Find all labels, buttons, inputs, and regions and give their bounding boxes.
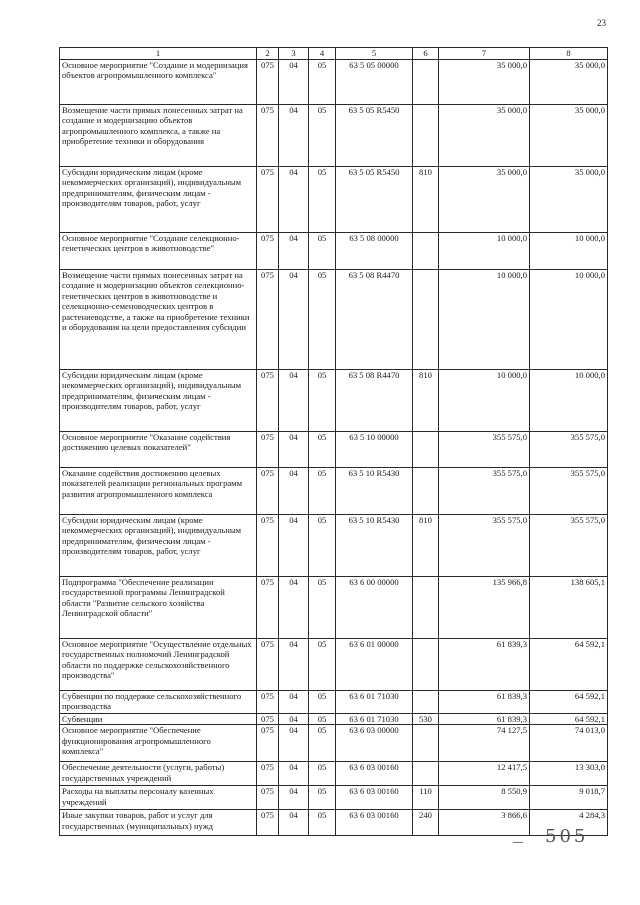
subsection-cell: 05 (309, 714, 336, 725)
column-header: 8 (530, 48, 608, 60)
section-cell: 04 (279, 810, 309, 836)
code-cell: 075 (257, 762, 279, 786)
expense-type-cell: 530 (413, 714, 439, 725)
row-name-cell: Оказание содействия достижению целевых показателей реализации региональных программ развития агропромышленного комплекса (60, 468, 257, 515)
code-cell: 075 (257, 786, 279, 810)
target-article-cell: 63 6 03 00000 (336, 725, 413, 762)
table-row (60, 714, 608, 725)
expense-type-cell: 810 (413, 167, 439, 233)
code-cell: 075 (257, 515, 279, 577)
table-row (60, 639, 608, 691)
expense-type-cell: 240 (413, 810, 439, 836)
table-row (60, 468, 608, 515)
amount-cell: 64 592,1 (530, 691, 608, 714)
table-body (60, 60, 608, 836)
code-cell: 075 (257, 639, 279, 691)
amount-cell: 61 839,3 (439, 691, 530, 714)
expense-type-cell (413, 468, 439, 515)
section-cell: 04 (279, 515, 309, 577)
table-row (60, 810, 608, 836)
subsection-cell: 05 (309, 468, 336, 515)
section-cell: 04 (279, 786, 309, 810)
budget-table (59, 47, 608, 836)
code-cell: 075 (257, 233, 279, 270)
subsection-cell: 05 (309, 60, 336, 105)
expense-type-cell (413, 725, 439, 762)
table-row (60, 725, 608, 762)
amount-cell: 61 839,3 (439, 714, 530, 725)
table-row (60, 370, 608, 432)
table-row (60, 577, 608, 639)
amount-cell: 355 575,0 (439, 515, 530, 577)
subsection-cell: 05 (309, 725, 336, 762)
amount-cell: 12 417,5 (439, 762, 530, 786)
target-article-cell: 63 5 05 00000 (336, 60, 413, 105)
target-article-cell: 63 6 01 71030 (336, 714, 413, 725)
target-article-cell: 63 6 01 00000 (336, 639, 413, 691)
section-cell: 04 (279, 105, 309, 167)
expense-type-cell (413, 233, 439, 270)
table-row (60, 105, 608, 167)
target-article-cell: 63 6 03 00160 (336, 786, 413, 810)
amount-cell: 355 575,0 (439, 432, 530, 468)
row-name-cell: Основное мероприятие "Создание селекционно-генетических центров в животноводстве" (60, 233, 257, 270)
target-article-cell: 63 5 08 R4470 (336, 270, 413, 370)
amount-cell: 10 000,0 (439, 270, 530, 370)
table-row (60, 167, 608, 233)
amount-cell: 35 000,0 (530, 60, 608, 105)
row-name-cell: Основное мероприятие "Осуществление отдельных государственных полномочий Ленинградской области по поддержке сельскохозяйственного производства" (60, 639, 257, 691)
target-article-cell: 63 5 10 00000 (336, 432, 413, 468)
expense-type-cell: 810 (413, 515, 439, 577)
table-row (60, 691, 608, 714)
row-name-cell: Основное мероприятие "Обеспечение функционирования агропромышленного комплекса" (60, 725, 257, 762)
amount-cell: 74 013,0 (530, 725, 608, 762)
amount-cell: 13 303,0 (530, 762, 608, 786)
sheet-stamp-number: 505 (545, 826, 589, 847)
section-cell: 04 (279, 691, 309, 714)
code-cell: 075 (257, 714, 279, 725)
row-name-cell: Субвенции (60, 714, 257, 725)
table-header-row (60, 48, 608, 60)
amount-cell: 3 866,6 (439, 810, 530, 836)
code-cell: 075 (257, 370, 279, 432)
amount-cell: 355 575,0 (439, 468, 530, 515)
column-header: 6 (413, 48, 439, 60)
code-cell: 075 (257, 468, 279, 515)
expense-type-cell (413, 762, 439, 786)
code-cell: 075 (257, 810, 279, 836)
target-article-cell: 63 5 08 R4470 (336, 370, 413, 432)
column-header: 3 (279, 48, 309, 60)
row-name-cell: Подпрограмма "Обеспечение реализации государственной программы Ленинградской области "Развитие сельского хозяйства Ленинградской области" (60, 577, 257, 639)
amount-cell: 61 839,3 (439, 639, 530, 691)
column-header: 2 (257, 48, 279, 60)
target-article-cell: 63 5 10 R5430 (336, 468, 413, 515)
row-name-cell: Субсидии юридическим лицам (кроме некоммерческих организаций), индивидуальным предпринимателям, физическим лицам - производителям товаров, работ, услуг (60, 370, 257, 432)
target-article-cell: 63 6 03 00160 (336, 762, 413, 786)
table-row (60, 762, 608, 786)
subsection-cell: 05 (309, 762, 336, 786)
code-cell: 075 (257, 691, 279, 714)
row-name-cell: Основное мероприятие "Создание и модернизация объектов агропромышленного комплекса" (60, 60, 257, 105)
table-row (60, 60, 608, 105)
amount-cell: 355 575,0 (530, 432, 608, 468)
decorative-dash (513, 842, 523, 843)
expense-type-cell (413, 270, 439, 370)
table-row (60, 233, 608, 270)
subsection-cell: 05 (309, 639, 336, 691)
target-article-cell: 63 6 01 71030 (336, 691, 413, 714)
amount-cell: 138 605,1 (530, 577, 608, 639)
amount-cell: 64 592,1 (530, 639, 608, 691)
subsection-cell: 05 (309, 167, 336, 233)
subsection-cell: 05 (309, 105, 336, 167)
amount-cell: 355 575,0 (530, 515, 608, 577)
page-number: 23 (597, 18, 606, 28)
code-cell: 075 (257, 167, 279, 233)
column-header: 5 (336, 48, 413, 60)
code-cell: 075 (257, 270, 279, 370)
subsection-cell: 05 (309, 233, 336, 270)
target-article-cell: 63 5 05 R5450 (336, 105, 413, 167)
column-header: 4 (309, 48, 336, 60)
amount-cell: 74 127,5 (439, 725, 530, 762)
expense-type-cell (413, 691, 439, 714)
row-name-cell: Иные закупки товаров, работ и услуг для государственных (муниципальных) нужд (60, 810, 257, 836)
section-cell: 04 (279, 60, 309, 105)
amount-cell: 10 000,0 (439, 370, 530, 432)
target-article-cell: 63 6 03 00160 (336, 810, 413, 836)
section-cell: 04 (279, 762, 309, 786)
section-cell: 04 (279, 468, 309, 515)
row-name-cell: Обеспечение деятельности (услуги, работы) государственных учреждений (60, 762, 257, 786)
expense-type-cell (413, 639, 439, 691)
subsection-cell: 05 (309, 691, 336, 714)
table-row (60, 786, 608, 810)
row-name-cell: Субсидии юридическим лицам (кроме некоммерческих организаций), индивидуальным предпринимателям, физическим лицам - производителям товаров, работ, услуг (60, 167, 257, 233)
amount-cell: 10 000,0 (530, 270, 608, 370)
expense-type-cell (413, 105, 439, 167)
row-name-cell: Основное мероприятие "Оказание содействия достижению целевых показателей" (60, 432, 257, 468)
amount-cell: 35 000,0 (439, 105, 530, 167)
amount-cell: 35 000,0 (530, 105, 608, 167)
amount-cell: 8 550,9 (439, 786, 530, 810)
expense-type-cell: 810 (413, 370, 439, 432)
table-row (60, 270, 608, 370)
section-cell: 04 (279, 714, 309, 725)
expense-type-cell (413, 60, 439, 105)
subsection-cell: 05 (309, 432, 336, 468)
code-cell: 075 (257, 577, 279, 639)
amount-cell: 10 000,0 (530, 370, 608, 432)
target-article-cell: 63 5 05 R5450 (336, 167, 413, 233)
row-name-cell: Субсидии юридическим лицам (кроме некоммерческих организаций), индивидуальным предпринимателям, физическим лицам - производителям товаров, работ, услуг (60, 515, 257, 577)
target-article-cell: 63 5 08 00000 (336, 233, 413, 270)
section-cell: 04 (279, 639, 309, 691)
amount-cell: 35 000,0 (439, 60, 530, 105)
subsection-cell: 05 (309, 270, 336, 370)
amount-cell: 355 575,0 (530, 468, 608, 515)
section-cell: 04 (279, 233, 309, 270)
code-cell: 075 (257, 432, 279, 468)
subsection-cell: 05 (309, 810, 336, 836)
amount-cell: 64 592,1 (530, 714, 608, 725)
target-article-cell: 63 6 00 00000 (336, 577, 413, 639)
amount-cell: 35 000,0 (530, 167, 608, 233)
target-article-cell: 63 5 10 R5430 (336, 515, 413, 577)
subsection-cell: 05 (309, 577, 336, 639)
subsection-cell: 05 (309, 786, 336, 810)
section-cell: 04 (279, 370, 309, 432)
column-header: 1 (60, 48, 257, 60)
column-header: 7 (439, 48, 530, 60)
table-row (60, 515, 608, 577)
amount-cell: 135 966,8 (439, 577, 530, 639)
code-cell: 075 (257, 105, 279, 167)
amount-cell: 4 284,3 (530, 810, 608, 836)
row-name-cell: Расходы на выплаты персоналу казенных учреждений (60, 786, 257, 810)
amount-cell: 9 018,7 (530, 786, 608, 810)
row-name-cell: Возмещение части прямых понесенных затрат на создание и модернизацию объектов селекционно-генетических центров в животноводстве и селекционно-семеноводческих центров в растениеводстве, а также на приобретение техники и оборудования на цели предоставления субсидии (60, 270, 257, 370)
section-cell: 04 (279, 577, 309, 639)
code-cell: 075 (257, 60, 279, 105)
amount-cell: 10 000,0 (530, 233, 608, 270)
expense-type-cell (413, 577, 439, 639)
section-cell: 04 (279, 432, 309, 468)
expense-type-cell (413, 432, 439, 468)
amount-cell: 35 000,0 (439, 167, 530, 233)
section-cell: 04 (279, 167, 309, 233)
subsection-cell: 05 (309, 515, 336, 577)
row-name-cell: Субвенции по поддержке сельскохозяйственного производства (60, 691, 257, 714)
section-cell: 04 (279, 725, 309, 762)
code-cell: 075 (257, 725, 279, 762)
subsection-cell: 05 (309, 370, 336, 432)
row-name-cell: Возмещение части прямых понесенных затрат на создание и модернизацию объектов агропромышленного комплекса, а также на приобретение техники и оборудования (60, 105, 257, 167)
section-cell: 04 (279, 270, 309, 370)
amount-cell: 10 000,0 (439, 233, 530, 270)
expense-type-cell: 110 (413, 786, 439, 810)
table-row (60, 432, 608, 468)
